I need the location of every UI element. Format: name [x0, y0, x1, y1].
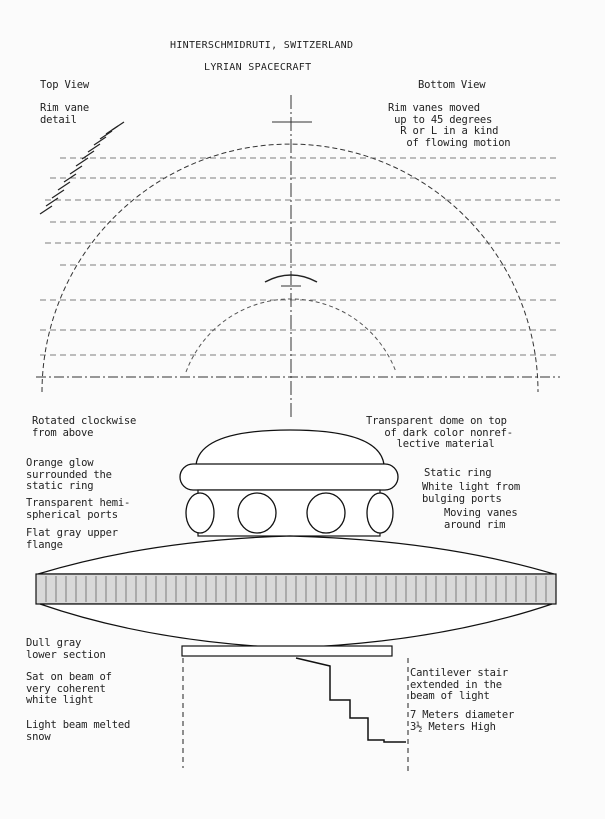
static-ring-note: Static ring	[424, 467, 492, 479]
sat-on-beam-note: Sat on beam of very coherent white light	[26, 671, 112, 706]
lower-section	[40, 604, 552, 648]
dull-gray-lower-note: Dull gray lower section	[26, 637, 106, 661]
port-right	[367, 493, 393, 533]
static-ring	[180, 464, 398, 490]
light-beam-melted-note: Light beam melted snow	[26, 719, 131, 743]
top-view-label: Top View	[40, 79, 89, 91]
cabin-body	[198, 490, 380, 536]
rim-vane-detail-hatching	[40, 122, 124, 214]
port-left	[186, 493, 214, 533]
cantilever-stair-note: Cantilever stair extended in the beam of light	[410, 667, 508, 702]
rim-vanes-moved-note: Rim vanes moved up to 45 degrees R or L in a kind of flowing motion	[388, 102, 511, 149]
dimensions-note: 7 Meters diameter 3½ Meters High	[410, 709, 515, 733]
rim-vane-detail-note: Rim vane detail	[40, 102, 89, 126]
moving-vanes-note: Moving vanes around rim	[444, 507, 518, 531]
rotated-clockwise-note: Rotated clockwise from above	[32, 415, 137, 439]
transparent-dome	[196, 430, 384, 465]
bottom-view-label: Bottom View	[418, 79, 486, 91]
white-light-note: White light from bulging ports	[422, 481, 520, 505]
port-center-right	[307, 493, 345, 533]
location-title: HINTERSCHMIDRUTI, SWITZERLAND	[170, 40, 354, 51]
cantilever-stair	[296, 658, 406, 742]
orange-glow-note: Orange glow surrounded the static ring	[26, 457, 112, 492]
transparent-ports-note: Transparent hemi- spherical ports	[26, 497, 131, 521]
craft-title: LYRIAN SPACECRAFT	[204, 62, 312, 73]
bottom-plate	[182, 646, 392, 656]
port-center-left	[238, 493, 276, 533]
top-view-dashed-guides	[40, 158, 560, 355]
flat-gray-flange-note: Flat gray upper flange	[26, 527, 118, 551]
transparent-dome-note: Transparent dome on top of dark color nonref- lective material	[366, 415, 513, 450]
